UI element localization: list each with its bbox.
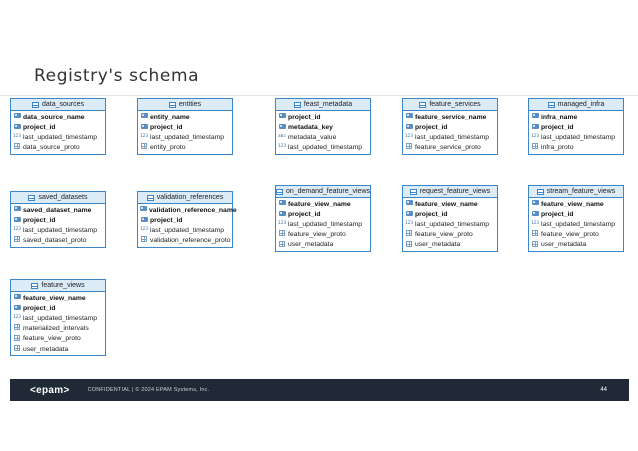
column-list [276, 198, 370, 251]
column-row [11, 215, 105, 225]
page-number: 44 [600, 387, 607, 393]
grid-icon-shape [406, 230, 412, 236]
column-list [529, 198, 623, 251]
key-icon [278, 200, 286, 207]
table-name: feature_services [429, 101, 481, 108]
grid-icon-shape [141, 236, 147, 242]
footer-bar [10, 379, 629, 401]
column-row [138, 215, 232, 225]
table-name: feast_metadata [303, 101, 353, 108]
column-name: last_updated_timestamp [23, 226, 98, 234]
grid-icon [140, 143, 148, 151]
table-icon [147, 195, 154, 201]
column-name: last_updated_timestamp [288, 144, 363, 152]
column-row [276, 112, 370, 122]
grid-icon-shape [532, 230, 538, 236]
key-icon [13, 113, 21, 120]
column-name: entity_name [150, 113, 190, 121]
confidential-notice: CONFIDENTIAL | © 2024 EPAM Systems, Inc. [87, 387, 210, 393]
grid-icon [405, 241, 413, 249]
table-8 [402, 185, 498, 252]
key-icon-shape [14, 206, 21, 211]
table-header [11, 280, 105, 292]
key-icon [140, 124, 148, 131]
table-icon [548, 102, 555, 108]
key-icon-shape [532, 200, 539, 205]
column-row [276, 199, 370, 209]
table-header [138, 99, 232, 111]
key-icon-shape [141, 113, 148, 118]
column-name: data_source_proto [23, 144, 80, 152]
grid-icon [13, 324, 21, 332]
grid-icon [278, 230, 286, 238]
key-icon [531, 211, 539, 218]
grid-icon-shape [406, 143, 412, 149]
key-icon [531, 200, 539, 207]
table-header [276, 186, 370, 198]
column-name: validation_reference_proto [150, 237, 231, 245]
column-row [403, 132, 497, 142]
table-5 [10, 191, 106, 248]
column-name: project_id [150, 123, 183, 131]
table-icon [169, 102, 176, 108]
column-row [403, 219, 497, 229]
grid-icon [531, 230, 539, 238]
numeric-type-icon: 123 [278, 221, 286, 227]
table-header [11, 99, 105, 111]
column-row [529, 230, 623, 240]
column-name: last_updated_timestamp [415, 133, 490, 141]
column-row [403, 240, 497, 250]
column-row [138, 112, 232, 122]
table-name: feature_views [41, 282, 85, 289]
grid-icon [531, 241, 539, 249]
numeric-type-icon: 123 [13, 315, 21, 321]
column-row [138, 205, 237, 215]
column-name: entity_proto [150, 144, 186, 152]
column-row [11, 225, 105, 235]
column-name: feature_view_proto [415, 231, 473, 239]
key-icon [278, 124, 286, 131]
column-row [529, 240, 623, 250]
key-icon [140, 217, 148, 224]
table-1 [137, 98, 233, 155]
key-icon [531, 113, 539, 120]
table-icon [28, 195, 35, 201]
column-name: project_id [23, 304, 56, 312]
column-name: feature_view_proto [288, 231, 346, 239]
key-icon-shape [406, 124, 413, 129]
grid-icon-shape [14, 236, 20, 242]
key-icon [278, 211, 286, 218]
grid-icon [13, 143, 21, 151]
numeric-type-icon: 123 [278, 144, 286, 150]
slide-title: Registry's schema [34, 66, 200, 86]
column-name: feature_view_name [288, 200, 351, 208]
column-name: feature_service_name [415, 113, 487, 121]
column-row [403, 122, 497, 132]
key-icon [405, 211, 413, 218]
column-name: last_updated_timestamp [150, 226, 225, 234]
table-9 [528, 185, 624, 252]
column-name: saved_dataset_name [23, 206, 92, 214]
grid-icon-shape [14, 335, 20, 341]
table-header [11, 192, 105, 204]
column-row [529, 143, 623, 153]
column-row [11, 205, 105, 215]
column-name: infra_name [541, 113, 578, 121]
key-icon [405, 113, 413, 120]
column-name: validation_reference_name [149, 206, 237, 214]
table-header [403, 186, 497, 198]
table-header [403, 99, 497, 111]
epam-logo: <epam> [30, 384, 70, 396]
column-row [529, 219, 623, 229]
grid-icon-shape [141, 143, 147, 149]
table-2 [275, 98, 371, 155]
column-name: metadata_value [288, 133, 337, 141]
key-icon-shape [141, 124, 148, 129]
key-icon [405, 200, 413, 207]
column-row [276, 122, 370, 132]
column-name: last_updated_timestamp [415, 220, 490, 228]
key-icon [405, 124, 413, 131]
table-header [529, 186, 623, 198]
key-icon [278, 113, 286, 120]
column-list [11, 292, 105, 355]
table-icon [276, 189, 283, 195]
text-type-icon: abc [278, 134, 286, 140]
key-icon-shape [14, 113, 21, 118]
numeric-type-icon: 123 [405, 221, 413, 227]
column-name: last_updated_timestamp [23, 314, 98, 322]
grid-icon-shape [279, 230, 285, 236]
grid-icon-shape [279, 241, 285, 247]
column-name: feature_view_proto [541, 231, 599, 239]
column-row [11, 344, 105, 354]
table-name: entities [178, 101, 202, 108]
table-icon [410, 189, 417, 195]
grid-icon-shape [14, 324, 20, 330]
column-list [138, 111, 232, 154]
numeric-type-icon: 123 [531, 221, 539, 227]
key-icon [13, 206, 21, 213]
column-row [276, 209, 370, 219]
column-name: project_id [288, 210, 321, 218]
column-name: project_id [23, 123, 56, 131]
grid-icon [13, 236, 21, 244]
column-list [529, 111, 623, 154]
column-list [403, 111, 497, 154]
column-name: user_metadata [288, 241, 334, 249]
column-row [276, 240, 370, 250]
numeric-type-icon: 123 [531, 134, 539, 140]
numeric-type-icon: 123 [13, 134, 21, 140]
column-row [529, 209, 623, 219]
numeric-type-icon: 123 [13, 227, 21, 233]
column-name: infra_proto [541, 144, 574, 152]
column-row [276, 132, 370, 142]
numeric-type-icon: 123 [140, 227, 148, 233]
table-header [138, 192, 232, 204]
table-header [276, 99, 370, 111]
key-icon-shape [279, 124, 286, 129]
grid-icon-shape [532, 241, 538, 247]
column-name: last_updated_timestamp [541, 220, 616, 228]
column-name: metadata_key [288, 123, 333, 131]
title-divider [0, 95, 638, 96]
key-icon-shape [140, 206, 147, 211]
column-list [11, 111, 105, 154]
table-0 [10, 98, 106, 155]
column-row [11, 122, 105, 132]
table-7 [275, 185, 371, 252]
column-name: user_metadata [23, 345, 69, 353]
table-name: validation_references [156, 194, 224, 201]
column-row [11, 132, 105, 142]
key-icon [13, 217, 21, 224]
table-header [529, 99, 623, 111]
column-name: project_id [415, 210, 448, 218]
table-6 [137, 191, 237, 248]
key-icon-shape [532, 113, 539, 118]
key-icon-shape [14, 124, 21, 129]
column-row [11, 143, 105, 153]
column-name: last_updated_timestamp [288, 220, 363, 228]
column-name: project_id [23, 216, 56, 224]
key-icon [13, 305, 21, 312]
column-row [11, 303, 105, 313]
grid-icon-shape [14, 345, 20, 351]
column-name: user_metadata [541, 241, 587, 249]
column-row [276, 230, 370, 240]
key-icon-shape [14, 305, 21, 310]
key-icon [13, 124, 21, 131]
table-name: saved_datasets [38, 194, 88, 201]
column-row [138, 236, 232, 246]
key-icon-shape [14, 294, 21, 299]
table-icon [32, 102, 39, 108]
column-row [403, 209, 497, 219]
grid-icon-shape [532, 143, 538, 149]
table-4 [528, 98, 624, 155]
column-row [11, 236, 105, 246]
column-row [138, 122, 232, 132]
column-name: feature_view_name [415, 200, 478, 208]
numeric-type-icon: 123 [405, 134, 413, 140]
column-row [529, 132, 623, 142]
table-icon [419, 102, 426, 108]
column-name: project_id [541, 210, 574, 218]
column-name: feature_service_proto [415, 144, 481, 152]
column-row [403, 112, 497, 122]
column-row [138, 143, 232, 153]
column-row [529, 122, 623, 132]
table-name: stream_feature_views [546, 188, 616, 195]
column-row [11, 324, 105, 334]
grid-icon-shape [14, 143, 20, 149]
column-row [403, 143, 497, 153]
grid-icon-shape [406, 241, 412, 247]
column-name: saved_dataset_proto [23, 237, 87, 245]
key-icon-shape [406, 113, 413, 118]
column-name: project_id [541, 123, 574, 131]
column-name: last_updated_timestamp [23, 133, 98, 141]
key-icon [13, 294, 21, 301]
column-name: feature_view_name [541, 200, 604, 208]
table-3 [402, 98, 498, 155]
column-row [276, 219, 370, 229]
numeric-type-icon: 123 [140, 134, 148, 140]
column-name: feature_view_proto [23, 335, 81, 343]
column-row [529, 112, 623, 122]
key-icon-shape [532, 124, 539, 129]
column-list [276, 111, 370, 154]
column-row [11, 313, 105, 323]
column-name: project_id [150, 216, 183, 224]
key-icon-shape [532, 211, 539, 216]
key-icon-shape [406, 211, 413, 216]
column-row [529, 199, 623, 209]
grid-icon [531, 143, 539, 151]
column-name: last_updated_timestamp [150, 133, 225, 141]
grid-icon [140, 236, 148, 244]
column-name: user_metadata [415, 241, 461, 249]
column-row [138, 132, 232, 142]
grid-icon [405, 143, 413, 151]
key-icon-shape [14, 217, 21, 222]
table-icon [537, 189, 544, 195]
column-name: project_id [288, 113, 321, 121]
grid-icon [13, 345, 21, 353]
grid-icon [278, 241, 286, 249]
column-row [403, 199, 497, 209]
column-row [276, 143, 370, 153]
column-name: data_source_name [23, 113, 85, 121]
key-icon-shape [279, 211, 286, 216]
key-icon-shape [406, 200, 413, 205]
table-icon [31, 283, 38, 289]
column-name: feature_view_name [23, 294, 86, 302]
column-name: project_id [415, 123, 448, 131]
key-icon [140, 113, 148, 120]
column-row [403, 230, 497, 240]
key-icon-shape [141, 217, 148, 222]
key-icon-shape [279, 200, 286, 205]
table-10 [10, 279, 106, 356]
column-list [11, 204, 105, 247]
key-icon-shape [279, 113, 286, 118]
column-row [11, 293, 105, 303]
table-icon [294, 102, 301, 108]
column-list [138, 204, 237, 247]
key-icon [531, 124, 539, 131]
column-row [11, 112, 105, 122]
grid-icon [405, 230, 413, 238]
column-name: materialized_intervals [23, 325, 89, 333]
column-list [403, 198, 497, 251]
table-name: request_feature_views [419, 188, 491, 195]
table-name: data_sources [41, 101, 85, 108]
key-icon [140, 206, 147, 213]
grid-icon [13, 335, 21, 343]
table-name: managed_infra [557, 101, 605, 108]
column-row [138, 225, 232, 235]
table-name: on_demand_feature_views [285, 188, 370, 195]
column-row [11, 334, 105, 344]
column-name: last_updated_timestamp [541, 133, 616, 141]
